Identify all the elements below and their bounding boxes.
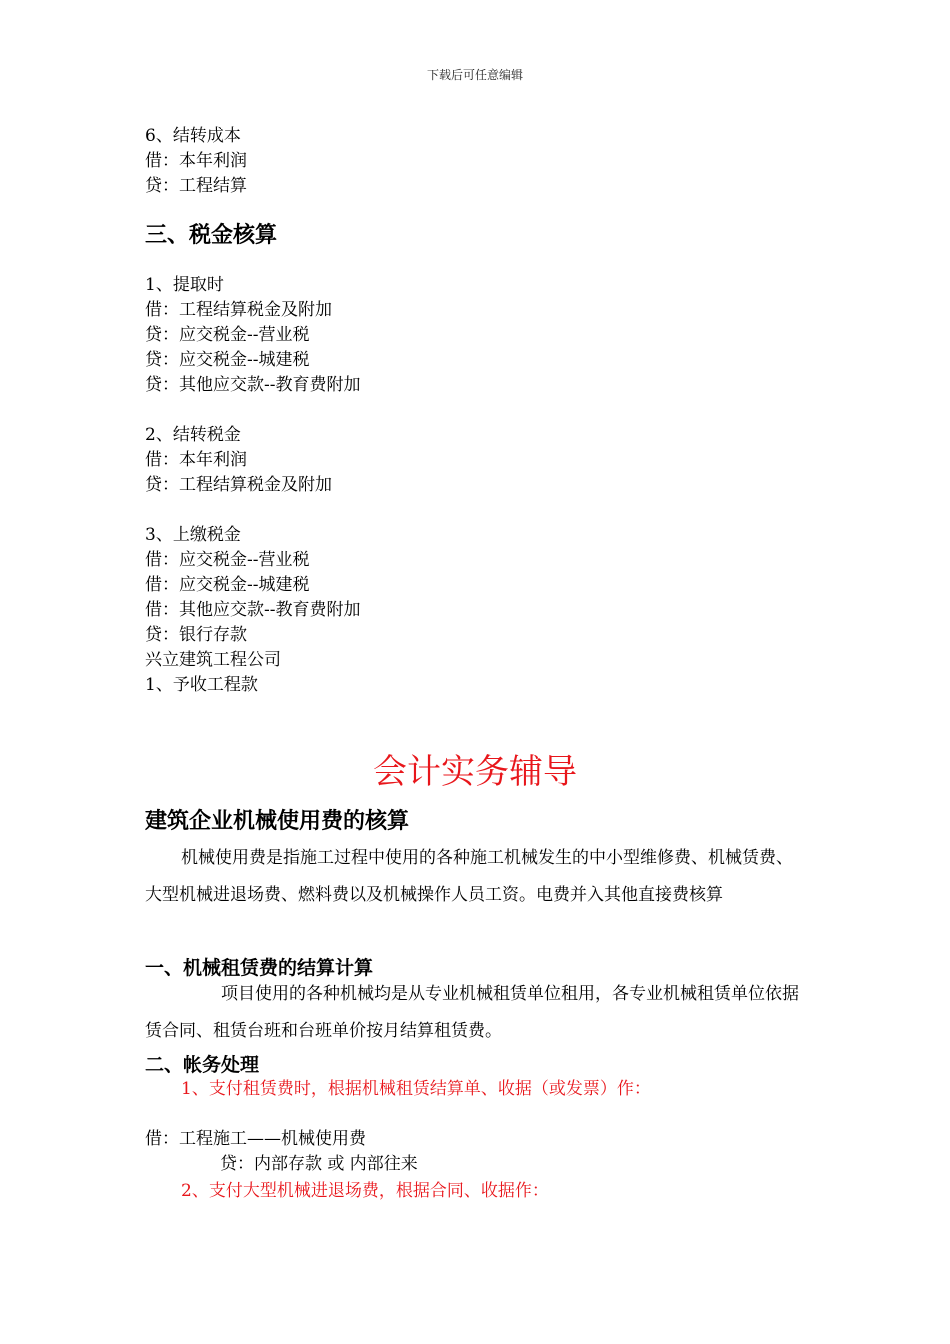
text-line: 1、予收工程款 — [145, 675, 258, 695]
section-heading: 三、税金核算 — [145, 223, 278, 248]
text-line: 贷：应交税金--营业税 — [145, 325, 310, 345]
text-line: 借：工程结算税金及附加 — [145, 300, 332, 320]
page-header-note: 下载后可任意编辑 — [426, 68, 523, 82]
text-line: 2、结转税金 — [145, 425, 241, 445]
article-title: 建筑企业机械使用费的核算 — [145, 809, 410, 834]
text-line: 1、提取时 — [145, 275, 224, 295]
intro-paragraph: 机械使用费是指施工过程中使用的各种施工机械发生的中小型维修费、机械赁费、大型机械进退场费、燃料费以及机械操作人员工资。电费并入其他直接费核算 — [145, 848, 793, 905]
text-line: 贷：内部存款 或 内部往来 — [220, 1154, 418, 1174]
big-title: 会计实务辅导 — [373, 752, 577, 792]
text-line: 借：其他应交款--教育费附加 — [145, 600, 361, 620]
text-line: 6、结转成本 — [145, 126, 241, 146]
text-line: 借：应交税金--营业税 — [145, 550, 310, 570]
text-line: 贷：工程结算税金及附加 — [145, 475, 332, 495]
text-line: 借：工程施工——机械使用费 — [145, 1129, 366, 1149]
text-line: 贷：其他应交款--教育费附加 — [145, 375, 361, 395]
text-line: 3、上缴税金 — [145, 525, 241, 545]
text-line: 借：本年利润 — [145, 450, 247, 470]
company-name: 兴立建筑工程公司 — [145, 650, 281, 670]
text-line: 贷：工程结算 — [145, 176, 247, 196]
subsection-paragraph: 项目使用的各种机械均是从专业机械租赁单位租用，各专业机械租赁单位依据赁合同、租赁台班和台班单价按月结算租赁费。 — [145, 984, 799, 1041]
step-heading: 2、支付大型机械进退场费，根据合同、收据作： — [181, 1181, 549, 1201]
text-line: 贷：银行存款 — [145, 625, 247, 645]
text-line: 借：本年利润 — [145, 151, 247, 171]
subsection-heading: 一、机械租赁费的结算计算 — [145, 957, 374, 979]
text-line: 贷：应交税金--城建税 — [145, 350, 310, 370]
step-heading: 1、支付租赁费时，根据机械租赁结算单、收据（或发票）作： — [181, 1079, 651, 1099]
subsection-heading: 二、帐务处理 — [145, 1054, 260, 1076]
text-line: 借：应交税金--城建税 — [145, 575, 310, 595]
